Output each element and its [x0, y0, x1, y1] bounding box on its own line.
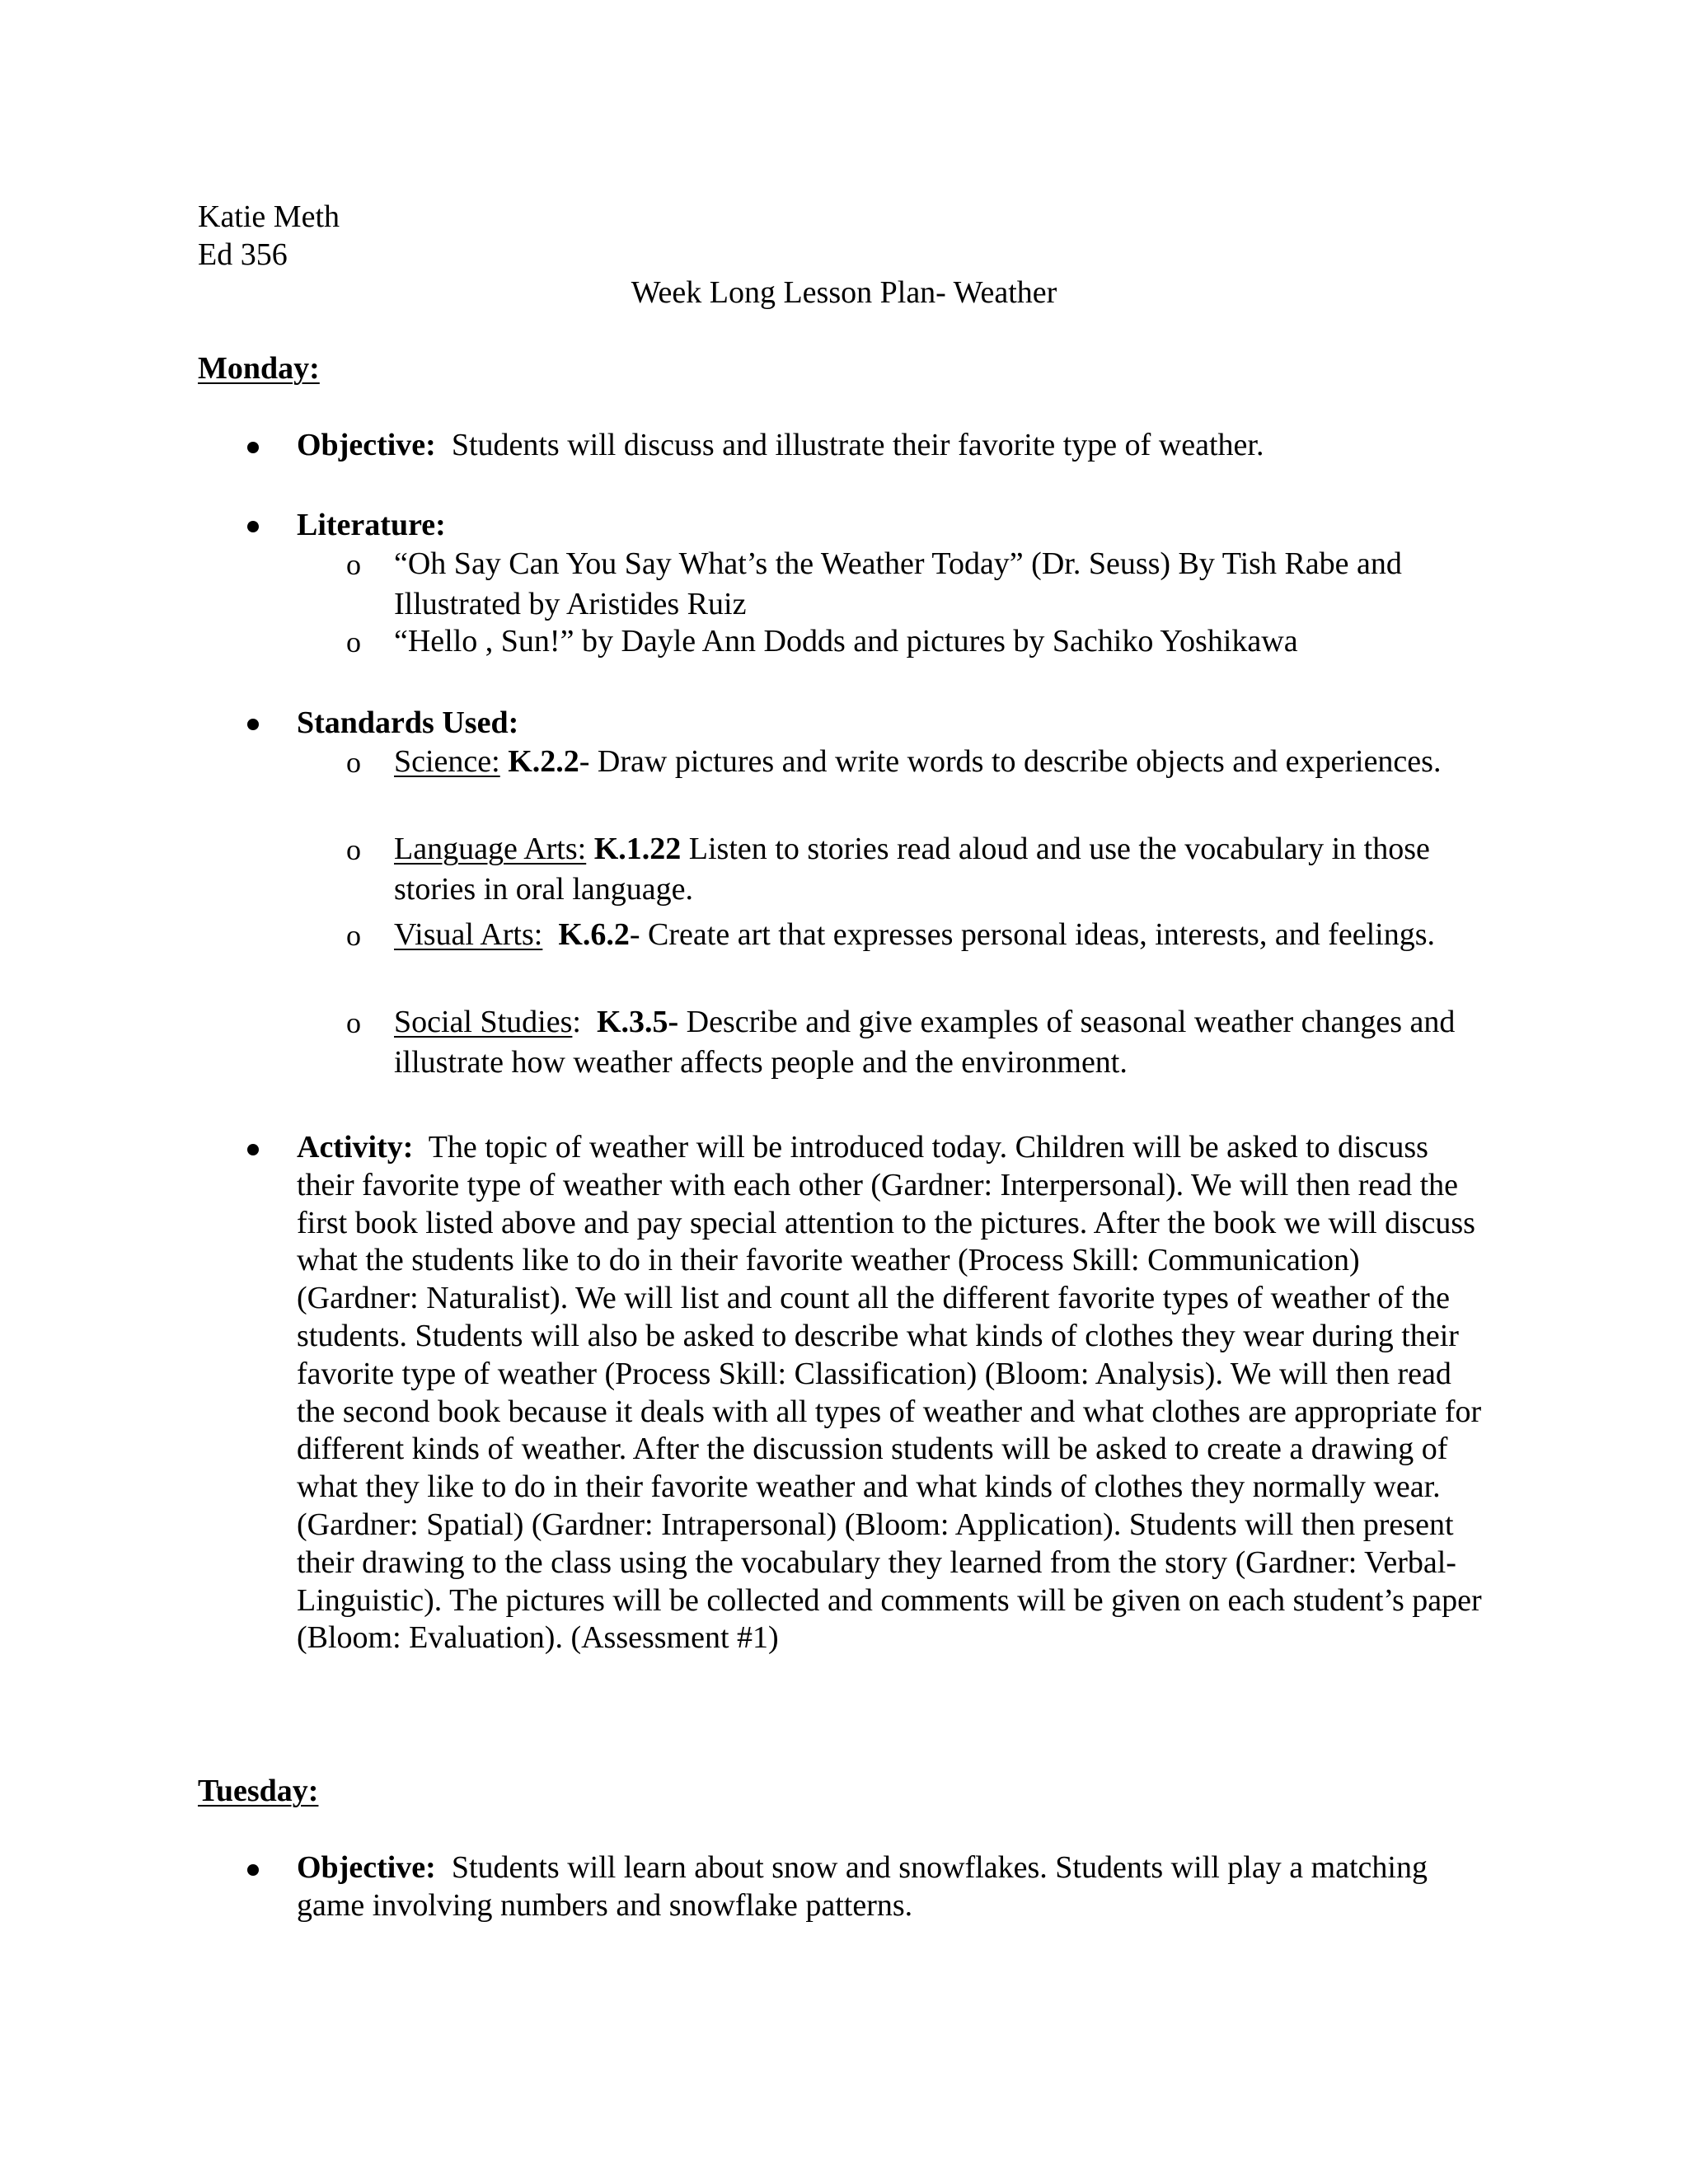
author-name: Katie Meth	[198, 199, 340, 234]
literature-label: Literature:	[297, 508, 446, 542]
standard-text: Listen to stories read aloud and use the vocabulary in those stories in oral language.	[394, 832, 1430, 907]
sub-bullet-icon: o	[346, 1006, 361, 1039]
standard-text: - Draw pictures and write words to describe objects and experiences.	[579, 744, 1442, 779]
standard-science	[394, 742, 1482, 782]
monday-heading: Monday:	[198, 351, 320, 386]
tuesday-objective	[297, 1849, 1467, 1925]
sub-bullet-icon: o	[346, 548, 361, 581]
sub-bullet-icon: o	[346, 919, 361, 952]
standard-subject: Language Arts:	[394, 832, 587, 866]
activity-label: Activity:	[297, 1130, 414, 1165]
literature-item: “Hello , Sun!” by Dayle Ann Dodds and pictures by Sachiko Yoshikawa	[394, 624, 1298, 658]
standard-social-studies	[394, 1002, 1482, 1083]
bullet-icon	[247, 1144, 259, 1155]
standard-code: K.3.5-	[596, 1005, 679, 1039]
sub-bullet-icon: o	[346, 833, 361, 866]
standard-code: K.2.2	[508, 744, 579, 779]
bullet-icon	[247, 521, 259, 532]
standard-subject: Visual Arts:	[394, 917, 543, 952]
sub-bullet-icon: o	[346, 746, 361, 779]
standard-code: K.6.2	[558, 917, 630, 952]
bullet-icon	[247, 719, 259, 730]
activity-text: The topic of weather will be introduced today. Children will be asked to discuss their favorite type of weather with each other (Gardner: Interpersonal). We will then read the first book listed above and pay special attention to the pictures. After the book we will discuss what the students like to do in their favorite weather (Process Skill: Communication) (Gardner: Naturalist). We will list and count all the different favorite types of weather of the students. Students will also be asked to describe what kinds of clothes they wear during their favorite type of weather (Process Skill: Classification) (Bloom: Analysis). We will then read the second book because it deals with all types of weather and what clothes are appropriate for different kinds of weather. After the discussion students will be asked to create a drawing of what they like to do in their favorite weather and what kinds of clothes they normally wear. (Gardner: Spatial) (Gardner: Intrapersonal) (Bloom: Application). Students will then present their drawing to the class using the vocabulary they learned from the story (Gardner: Verbal-Linguistic). The pictures will be collected and comments will be given on each student’s paper (Bloom: Evaluation). (Assessment #1)	[297, 1130, 1482, 1656]
standard-code: K.1.22	[593, 832, 682, 866]
standard-subject: Science:	[394, 744, 500, 779]
standard-language-arts	[394, 829, 1482, 910]
bullet-icon	[247, 1864, 259, 1876]
standard-text: - Create art that expresses personal ideas, interests, and feelings.	[629, 917, 1435, 952]
course-name: Ed 356	[198, 237, 288, 272]
sub-bullet-icon: o	[346, 626, 361, 658]
objective-label: Objective:	[297, 428, 436, 462]
monday-activity	[297, 1129, 1484, 1657]
bullet-icon	[247, 442, 259, 453]
standards-label: Standards Used:	[297, 705, 519, 740]
standard-visual-arts	[394, 915, 1482, 955]
objective-text: Students will discuss and illustrate their favorite type of weather.	[451, 428, 1264, 462]
monday-objective	[297, 427, 1475, 465]
standard-subject: Social Studies	[394, 1005, 573, 1039]
document-title: Week Long Lesson Plan- Weather	[631, 275, 1057, 310]
objective-label: Objective:	[297, 1850, 436, 1885]
literature-item: “Oh Say Can You Say What’s the Weather Today” (Dr. Seuss) By Tish Rabe and Illustrated by Aristides Ruiz	[394, 546, 1402, 621]
standard-subject-colon: :	[572, 1005, 581, 1039]
objective-text: Students will learn about snow and snowflakes. Students will play a matching game involving numbers and snowflake patterns.	[297, 1850, 1428, 1923]
standard-text: Describe and give examples of seasonal weather changes and illustrate how weather affects people and the environment.	[394, 1005, 1456, 1080]
tuesday-heading: Tuesday:	[198, 1774, 319, 1808]
